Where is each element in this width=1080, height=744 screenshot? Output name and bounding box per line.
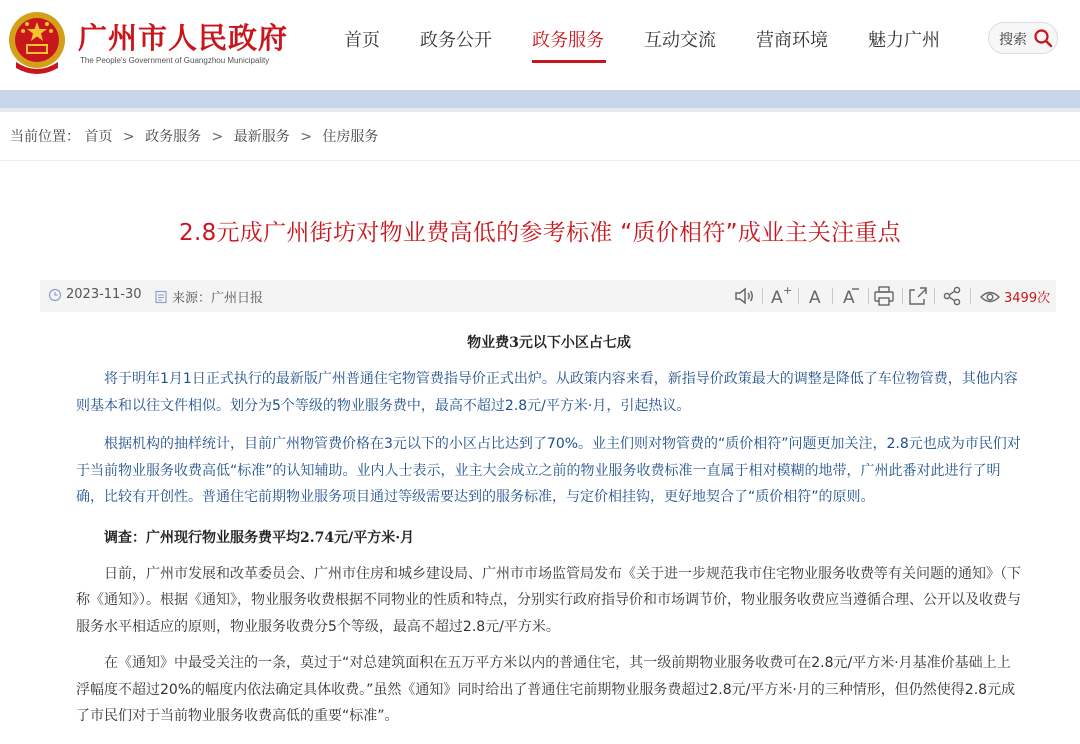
toolbar-divider — [832, 288, 833, 304]
breadcrumb-housing-services[interactable]: 住房服务 — [322, 129, 379, 145]
breadcrumb-separator: > — [300, 129, 312, 145]
svg-text:+: + — [783, 284, 792, 297]
audio-speaker-icon[interactable] — [732, 284, 756, 308]
clock-icon — [48, 288, 62, 302]
article-subhead: 物业费3元以下小区占七成 — [467, 335, 631, 351]
svg-text:A: A — [809, 288, 821, 308]
view-count-text: 3499次 — [1004, 291, 1051, 306]
svg-text:A: A — [843, 288, 855, 308]
site-header — [0, 0, 1080, 90]
breadcrumb-prefix: 当前位置： — [10, 129, 80, 145]
share-icon[interactable] — [940, 284, 964, 308]
toolbar-divider — [934, 288, 935, 304]
national-emblem-icon[interactable] — [6, 8, 68, 76]
svg-text:A: A — [771, 288, 783, 308]
breadcrumb-home[interactable]: 首页 — [84, 129, 113, 145]
article-source-text: 来源：广州日报 — [172, 291, 264, 306]
article-source — [154, 287, 263, 306]
breadcrumb — [10, 126, 384, 146]
nav-government-affairs[interactable]: 政务公开 — [420, 30, 492, 51]
share-export-icon[interactable] — [906, 284, 930, 308]
nav-business-environment[interactable]: 营商环境 — [756, 30, 828, 51]
section-heading: 调查：广州现行物业服务费平均2.74元/平方米·月 — [104, 529, 415, 546]
toolbar-divider — [868, 288, 869, 304]
breadcrumb-latest-services[interactable]: 最新服务 — [233, 129, 290, 145]
header-band — [0, 90, 1080, 108]
view-count — [980, 287, 1050, 306]
toolbar-divider — [970, 288, 971, 304]
toolbar-divider — [798, 288, 799, 304]
article-paragraph: 在《通知》中最受关注的一条，莫过于“对总建筑面积在五万平方米以内的普通住宅，其一级前期物业服务收费可在2.8元/平方米·月基准价基础上上浮幅度不超过20%的幅度内依法确定具体收费。”虽然《通知》同时给出了普通住宅前期物业服务费超过2.8元/平方米·月的三种情形，但仍然使得2.8元成了市民们对于当前物业服务收费高低的重要“标准”。 — [76, 655, 1016, 724]
print-icon[interactable] — [872, 284, 896, 308]
article-meta-bar — [40, 280, 1056, 312]
publish-date — [48, 287, 142, 302]
document-icon — [154, 290, 168, 304]
breadcrumb-government-services[interactable]: 政务服务 — [145, 129, 202, 145]
publish-date-text: 2023-11-30 — [66, 287, 142, 302]
search-button[interactable] — [988, 22, 1058, 54]
search-label: 搜索 — [999, 32, 1027, 48]
search-icon — [1033, 28, 1053, 48]
breadcrumb-separator: > — [122, 129, 135, 145]
breadcrumb-separator: > — [211, 129, 224, 145]
article-title: 2.8元成广州街坊对物业费高低的参考标准 “质价相符”成业主关注重点 — [179, 220, 901, 246]
article-paragraph: 日前，广州市发展和改革委员会、广州市住房和城乡建设局、广州市市场监管局发布《关于进一步规范我市住宅物业服务收费等有关问题的通知》（下称《通知》）。根据《通知》，物业服务收费根据不同物业的性质和特点，分别实行政府指导价和市场调节价，物业服务收费应当遵循合理、公开以及收费与服务水平相适应的原则，物业服务收费分5个等级，最高不超过2.8元/平方米。 — [76, 565, 1021, 635]
article-body — [76, 330, 1022, 730]
site-title[interactable]: 广州市人民政府 — [78, 21, 289, 55]
article-paragraph: 将于明年1月1日正式执行的最新版广州普通住宅物管费指导价正式出炉。从政策内容来看，新指导价政策最大的调整是降低了车位物管费，其他内容则基本和以往文件相似。划分为5个等级的物业服务费中，最高不超过2.8元/平方米·月，引起热议。 — [76, 371, 1018, 414]
nav-interaction[interactable]: 互动交流 — [644, 30, 716, 51]
article-paragraph: 根据机构的抽样统计，目前广州物管费价格在3元以下的小区占比达到了70%。业主们则对物管费的“质价相符”问题更加关注，2.8元也成为市民们对于当前物业服务收费高低“标准”的认知辅助。业内人士表示，业主大会成立之前的物业服务收费标准一直属于相对模糊的地带，广州此番对此进行了明确，比较有开创性。普通住宅前期物业服务项目通过等级需要达到的服务标准，与定价相挂钩，更好地契合了“质价相符”的原则。 — [76, 436, 1021, 505]
font-decrease-icon[interactable] — [838, 284, 862, 308]
nav-home[interactable]: 首页 — [344, 30, 380, 51]
nav-government-services[interactable]: 政务服务 — [532, 30, 604, 51]
nav-charm-guangzhou[interactable]: 魅力广州 — [868, 30, 940, 51]
toolbar-divider — [902, 288, 903, 304]
eye-icon — [980, 290, 1000, 304]
breadcrumb-divider — [0, 160, 1080, 161]
font-increase-icon[interactable] — [768, 284, 792, 308]
toolbar-divider — [762, 288, 763, 304]
header-band-shadow — [0, 108, 1080, 112]
site-subtitle: The People's Government of Guangzhou Municipality — [80, 56, 270, 65]
font-normal-icon[interactable] — [804, 284, 828, 308]
nav-active-indicator — [532, 60, 606, 63]
